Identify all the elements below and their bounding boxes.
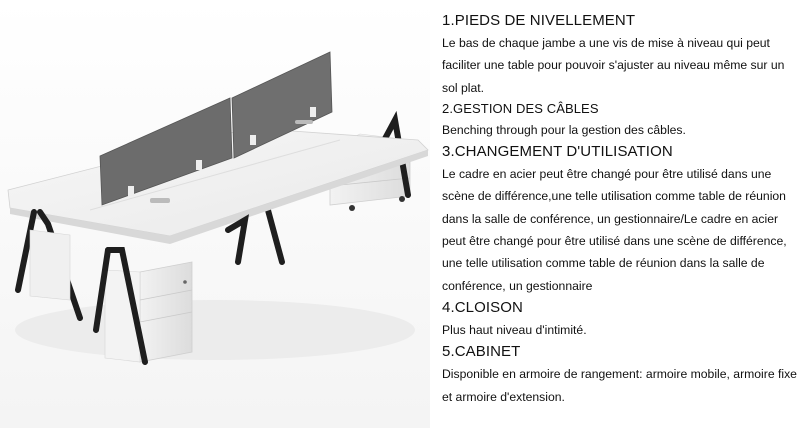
section-heading: 4.CLOISON [442,298,523,316]
feature-section [442,141,798,297]
feature-section [442,297,798,341]
section-heading: 1.PIEDS DE NIVELLEMENT [442,12,636,29]
feature-section [442,99,798,141]
section-heading: 2.GESTION DES CÂBLES [442,100,599,116]
section-heading: 5.CABINET [442,343,521,361]
front-cabinet [105,262,192,362]
section-heading: 3.CHANGEMENT D'UTILISATION [442,143,673,161]
section-body: Plus haut niveau d'intimité. [442,322,587,337]
section-body: Disponible en armoire de rangement: armoire mobile, armoire fixe et armoire d'extension. [442,367,797,404]
feature-section [442,341,798,408]
section-body: Benching through pour la gestion des câbles. [442,122,686,137]
section-body: Le cadre en acier peut être changé pour être utilisé dans une scène de différence,une telle utilisation comme table de réunion dans la salle de conférence, un gestionnaire/Le cadre en acier peut être changé pour être utilisé dans une scène de différence, une telle utilisation comme table de réunion dans la salle de conférence, un gestionnaire [442,167,787,293]
feature-list [442,10,798,408]
feature-section [442,10,798,99]
section-body: Le bas de chaque jambe a une vis de mise à niveau qui peut faciliter une table pour pouvoir s'ajuster au niveau même sur un sol plat. [442,36,785,95]
